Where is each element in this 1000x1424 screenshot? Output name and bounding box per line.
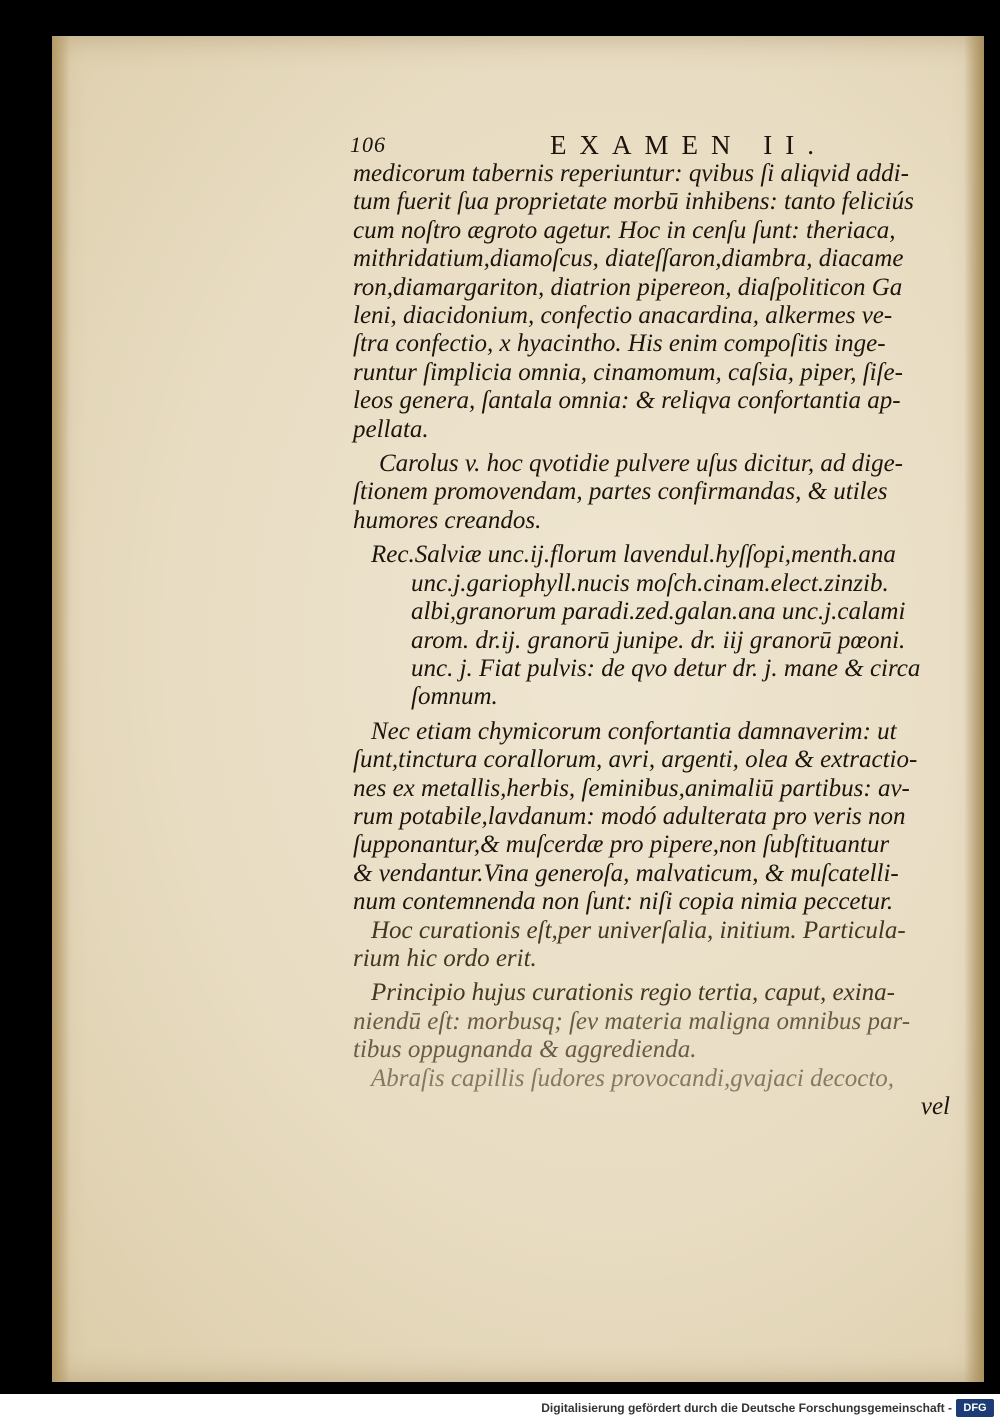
funding-credit: Digitalisierung gefördert durch die Deutsche Forschungsgemeinschaft -: [541, 1401, 952, 1415]
footer-bar: [0, 1394, 1000, 1424]
recipe-line: albi,granorum paradi.zed.galan.ana unc.j.calami: [411, 598, 906, 626]
text-line: Principio hujus curationis regio tertia, caput, exina-: [371, 979, 896, 1007]
recipe-line: ſomnum.: [411, 683, 498, 711]
running-title: EXAMEN II.: [550, 130, 827, 160]
body-text: [353, 160, 975, 1121]
dfg-logo: DFG: [956, 1399, 994, 1417]
page-edge-left: [52, 36, 70, 1382]
text-line: runtur ſimplicia omnia, cinamomum, caſsia, piper, ſiſe-: [353, 358, 903, 386]
text-line: ron,diamargariton, diatrion pipereon, diaſpoliticon Ga: [353, 273, 903, 301]
text-line: ſtra confectio, x hyacintho. His enim compoſitis inge-: [353, 330, 886, 358]
text-line: rum potabile,lavdanum: modó adulterata pro veris non: [353, 802, 906, 830]
text-line: ſtionem promovendam, partes confirmandas, & utiles: [353, 478, 888, 506]
recipe-line: unc.j.gariophyll.nucis moſch.cinam.elect.zinzib.: [411, 569, 889, 597]
text-line: Carolus v. hoc qvotidie pulvere uſus dicitur, ad dige-: [379, 450, 903, 478]
recipe-line: Rec.Salviæ unc.ij.florum lavendul.hyſſopi,menth.ana: [371, 541, 896, 569]
text-line: pellata.: [353, 415, 429, 443]
text-line: tum fuerit ſua proprietate morbū inhibens: tanto feliciús: [353, 188, 914, 216]
text-line: nes ex metallis,herbis, ſeminibus,animaliū partibus: av-: [353, 774, 910, 802]
text-line: leos genera, ſantala omnia: & reliqva confortantia ap-: [353, 387, 901, 415]
text-line: ſupponantur,& muſcerdæ pro pipere,non ſubſtituantur: [353, 831, 890, 859]
text-line: & vendantur.Vina generoſa, malvaticum, & muſcatelli-: [353, 859, 899, 887]
text-line: niendū eſt: morbusq; ſev materia maligna omnibus par-: [353, 1007, 911, 1035]
text-line: ſunt,tinctura corallorum, avri, argenti, olea & extractio-: [353, 746, 918, 774]
text-line: num contemnenda non ſunt: niſi copia nimia peccetur.: [353, 888, 894, 916]
text-line: mithridatium,diamoſcus, diateſſaron,diambra, diacame: [353, 245, 904, 273]
recipe-line: unc. j. Fiat pulvis: de qvo detur dr. j. mane & circa: [411, 654, 921, 682]
text-line: medicorum tabernis reperiuntur: qvibus ſi aliqvid addi-: [353, 160, 909, 187]
text-line: Hoc curationis eſt,per univerſalia, initium. Particula-: [371, 916, 906, 944]
text-line: rium hic ordo erit.: [353, 944, 537, 972]
text-line: Nec etiam chymicorum confortantia damnaverim: ut: [371, 717, 897, 745]
text-line: humores creandos.: [353, 506, 542, 534]
catchword: vel: [920, 1093, 950, 1120]
text-line: tibus oppugnanda & aggredienda.: [353, 1036, 697, 1064]
text-line: leni, diacidonium, confectio anacardina, alkermes ve-: [353, 302, 893, 330]
text-line: Abraſis capillis ſudores provocandi,gvajaci decocto,: [371, 1064, 895, 1092]
text-line: cum noſtro ægroto agetur. Hoc in cenſu ſunt: theriaca,: [353, 216, 896, 244]
recipe-line: arom. dr.ij. granorū junipe. dr. iij granorū pœoni.: [411, 626, 906, 654]
page-number: 106: [350, 132, 386, 157]
